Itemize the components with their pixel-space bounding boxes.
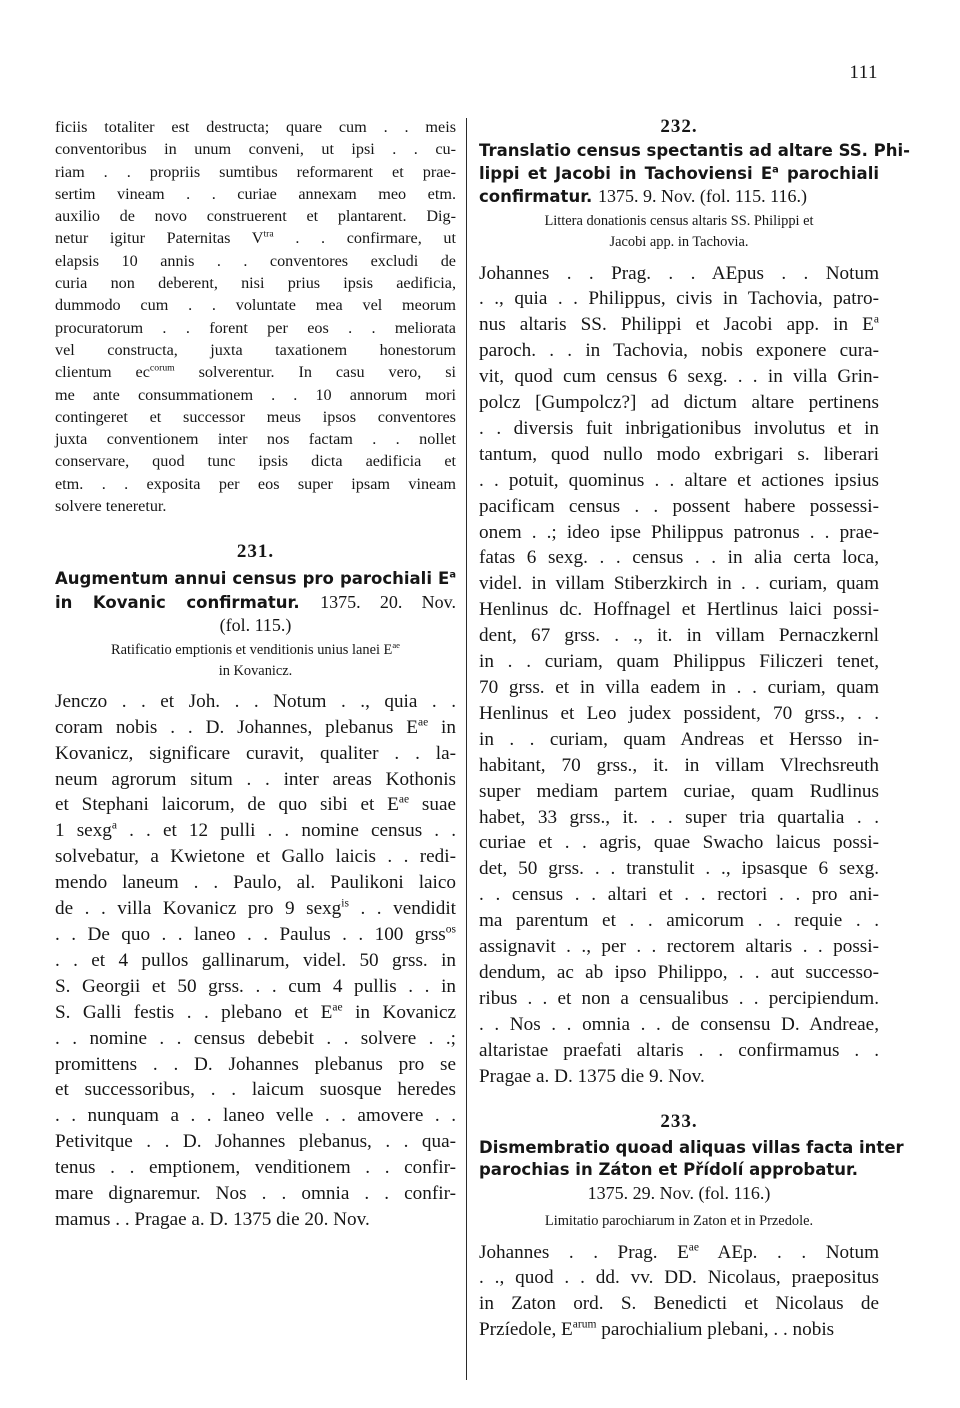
text-line: elapsis 10 annis . . conventores excludi de (55, 251, 456, 270)
text-line: riam . . propriis sumtibus reformarent et prae- (55, 162, 456, 181)
entry-date-233: 1375. 29. Nov. (fol. 116.) (587, 1182, 771, 1203)
text-line: dummodo cum . . voluntate mea vel meorum (55, 296, 456, 315)
text-line: . . et 4 pullos gallinarum, videl. 50 grss. in (55, 949, 456, 971)
text-line: procuratorum . . forent per eos . . meliorata (55, 318, 456, 337)
text-line: Henlinus et Leo judex possident, 70 grss., . . (479, 702, 879, 724)
text-line: solvebatur, a Kwietone et Gallo laicis . . redi- (55, 846, 456, 868)
text-line: . . diversis fuit inbrigationibus involutus et in (479, 417, 879, 439)
text-line: in . . curiam, quam Andreas et Hersso in- (479, 728, 879, 750)
text-line: coram nobis . . D. Johannes, plebanus $E^{ae}$ in (55, 716, 456, 738)
text-line: me ante consummationem . . 10 annorum mori (55, 385, 456, 404)
page-number: 111 (849, 62, 878, 83)
text-line: . . potuit, quominus . . altare et actiones ipsius (479, 469, 879, 491)
text-line: mendo laneum . . Paulo, al. Paulikoni laico (55, 872, 456, 894)
heading-line: in Kovanic confirmatur. 1375. 20. Nov. (55, 591, 456, 612)
text-line: vit, quod cum census 6 sexg. . . in villa Grin- (479, 366, 879, 388)
text-line: juxta conventionem inter nos factam . . nollet (55, 430, 456, 449)
text-line: altaristae praefati altaris . . confirmamus . . (479, 1039, 879, 1061)
entry-caption-232 (479, 211, 879, 253)
column-divider (466, 118, 467, 1380)
continuation-text (55, 116, 456, 517)
text-line: habet, 33 grss., it. . . super tria quartalia . . (479, 806, 879, 828)
entry-body-231 (55, 689, 456, 1233)
text-line: ribus . . et non a censualibus . . percipiendum. (479, 987, 879, 1009)
text-line: 70 grss. et in villa eadem in . . curiam, quam (479, 677, 879, 698)
text-line: 1 sexg$^a$ . . et 12 pulli . . nomine census . . (55, 819, 456, 842)
text-line: Petivitque . . D. Johannes plebanus, . . qua- (55, 1131, 456, 1153)
text-line: Kovanicz, significare curavit, qualiter . . la- (55, 742, 456, 764)
text-line: . . Nos . . omnia . . de consensu D. Andreae, (479, 1013, 879, 1035)
heading-line: parochias in Záton et Přídolí approbatur. (479, 1160, 859, 1179)
text-line: . . nunquam a . . laneo velle . . amovere . . (55, 1105, 456, 1127)
left-column (55, 116, 456, 1233)
right-column (479, 116, 910, 1343)
text-line: in . . curiam, quam Philippus Filiczeri tenet, (479, 651, 879, 673)
text-line: sertim vineam . . curiae annexam meo etm. (55, 184, 456, 203)
text-line: in Zaton ord. S. Benedicti et Nicolaus de (479, 1293, 879, 1315)
text-line: Johannes . . Prag. $E^{ae}$ AEp. . . Notum (479, 1241, 879, 1263)
text-line: onem . .; ideo ipse Philippus patronus . . prae- (479, 521, 879, 543)
text-line: det, 50 grss. . . transtulit . ., ipsasque 6 sexg. (479, 858, 879, 880)
text-line: tenus . . emptionem, venditionem . . confir- (55, 1157, 456, 1179)
text-line: Pragae a. D. 1375 die 9. Nov. (479, 1065, 705, 1087)
text-line: conventoribus in unum conveni, ut ipsi . . cu- (55, 140, 456, 159)
heading-line: Augmentum annui census pro parochiali $E^a$ (55, 569, 456, 589)
text-line: vel constructa, juxta taxationem honestorum (55, 340, 456, 359)
text-line: pacificam census . . possent habere possessi- (479, 495, 879, 517)
text-line: solvere teneretur. (55, 497, 167, 516)
caption-line: in Kovanicz. (218, 662, 293, 679)
text-line: ficiis totaliter est destructa; quare cum . . meis (55, 118, 456, 136)
entry-number-233: 233. (660, 1110, 698, 1132)
text-line: contingeret et successor meus ipsos conventores (55, 407, 456, 426)
entry-heading-232 (479, 140, 910, 209)
heading-line: lippi et Jacobi in Tachoviensi $E^a$ parochiali (479, 163, 879, 183)
text-line: mare dignaremur. Nos . . omnia . . confir- (55, 1183, 456, 1205)
text-line: videl. in villam Stiberzkirch in . . curiam, quam (479, 573, 879, 595)
text-line: tantum, quod nullo modo exbrigari s. liberari (479, 443, 879, 465)
text-line: curiae et . . agris, quae Swacho laicus possi- (479, 832, 879, 854)
entry-number-232: 232. (660, 116, 698, 137)
text-line: neum agrorum situm . . inter areas Kothonis (55, 768, 456, 790)
text-line: auxilio de novo construerent et plantarent. Dig- (55, 207, 456, 226)
text-line: conservare, quod tunc ipsis dicta aedificia et (55, 452, 456, 471)
text-line: fatas 6 sexg. . . census . . in alia certa loca, (479, 547, 879, 569)
text-line: . . nomine . . census debebit . . solvere . .; (55, 1027, 456, 1049)
caption-line: Ratificatio emptionis et venditionis unius lanei $E^{ae}$ (110, 640, 401, 658)
text-line: S. Georgii et 50 grss. . . cum 4 pullis . . in (55, 975, 456, 997)
text-line: Przíedole, $E^{arum}$ parochialium plebani, . . nobis (479, 1318, 835, 1341)
text-line: Henlinus dc. Hoffnagel et Hertlinus laici possi- (479, 599, 879, 621)
text-line: polcz [Gumpolcz?] ad dictum altare pertinens (479, 392, 879, 414)
text-line: de . . villa Kovanicz pro 9 sexg$^{is}$ . . vendidit (55, 897, 456, 920)
text-line: S. Galli festis . . plebano et $E^{ae}$ in Kovanicz (55, 1001, 456, 1023)
caption-line: Limitatio parochiarum in Zaton et in Przedole. (544, 1212, 814, 1229)
text-line: et Stephani laicorum, de quo sibi et $E^{ae}$ suae (55, 794, 456, 816)
entry-body-232 (479, 261, 879, 1090)
entry-caption-231 (55, 640, 456, 682)
entry-heading-233 (479, 1137, 904, 1182)
entry-body-233 (479, 1240, 879, 1344)
text-line: nus altaris SS. Philippi et Jacobi app. in $E^a$ (479, 313, 879, 336)
entry-heading-231 (55, 568, 456, 638)
text-line: . . census . . altari et . . rectori . . pro ani- (479, 884, 879, 906)
text-line: mamus . . Pragae a. D. 1375 die 20. Nov. (55, 1208, 370, 1230)
entry-caption-233 (479, 1211, 879, 1232)
text-line: . ., quia . . Philippus, civis in Tachovia, patro- (479, 288, 879, 310)
text-line: clientum $ec^{corum}$ solverentur. In casu vero, si (55, 362, 457, 382)
text-line: . . De quo . . laneo . . Paulus . . 100 grss$^{os}$ (55, 923, 456, 945)
heading-line: (fol. 115.) (219, 615, 292, 636)
text-line: habitant, 70 grss., it. in villam Vlrechsreuth (479, 754, 879, 776)
text-line: ma parentum et . . amicorum . . requie . . (479, 910, 879, 932)
text-line: promittens . . D. Johannes plebanus pro se (55, 1053, 456, 1075)
text-line: super mediam partem curiae, quam Rudlinus (479, 780, 879, 802)
text-line: assignavit . ., per . . rectorem altaris . . possi- (479, 936, 879, 958)
caption-line: Littera donationis census altaris SS. Philippi et (544, 212, 814, 229)
caption-line: Jacobi app. in Tachovia. (609, 233, 749, 250)
text-line: curia non deberent, nisi prius ipsis aedificia, (55, 274, 456, 293)
text-line: . ., quod . . dd. vv. DD. Nicolaus, praepositus (479, 1267, 879, 1289)
text-line: dent, 67 grss. . ., it. in villam Pernaczkernl (479, 625, 879, 647)
heading-line: Translatio census spectantis ad altare SS. Phi- (479, 141, 910, 160)
heading-line: Dismembratio quoad aliquas villas facta inter (479, 1137, 904, 1157)
text-line: paroch. . . in Tachovia, nobis exponere cura- (479, 340, 879, 362)
heading-line: confirmatur. 1375. 9. Nov. (fol. 115. 116.) (479, 186, 807, 206)
text-line: et successoribus, . . laicum suosque heredes (55, 1079, 456, 1101)
entry-number-231: 231. (236, 541, 275, 563)
text-line: dendum, ac ab ipso Philippo, . . aut successo- (479, 961, 879, 983)
text-line: Jenczo . . et Joh. . . Notum . ., quia . . (55, 690, 456, 712)
text-line: Johannes . . Prag. . . AEpus . . Notum (479, 262, 879, 284)
text-line: etm. . . exposita per eos super ipsam vineam (55, 474, 456, 493)
text-line: netur igitur Paternitas $V^{tra}$ . . confirmare, ut (55, 229, 457, 248)
